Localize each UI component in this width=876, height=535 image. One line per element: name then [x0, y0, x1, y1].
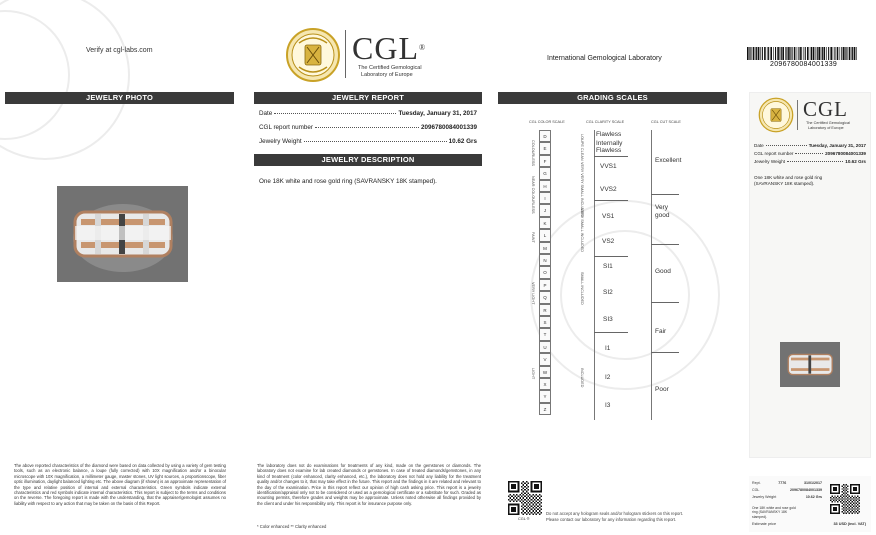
color-grade-m: M — [539, 242, 551, 254]
color-grade-n: N — [539, 254, 551, 266]
clarity-scale-axis — [594, 130, 595, 420]
cgl-seal-logo — [285, 27, 341, 83]
stub-date-value: Tuesday, January 31, 2017 — [808, 143, 866, 148]
clarity-internally-flawless: Internally Flawless — [596, 140, 623, 154]
clarity-scale-header: CGL CLARITY SCALE — [586, 120, 625, 124]
color-grade-u: U — [539, 341, 551, 353]
stub-weight-row — [754, 159, 866, 164]
clarity-vs2: VS2 — [602, 238, 615, 245]
logo-sub1: The Certified Gemological — [358, 65, 422, 71]
color-grade-d: D — [539, 130, 551, 142]
stub-bottom-rept-date: 31/01/2017 — [804, 481, 822, 485]
cut-divider — [651, 244, 679, 245]
stub-number-row — [754, 151, 866, 156]
stub-weight-value: 10.62 Grs — [845, 159, 866, 164]
jewelry-description-text: One 18K white and rose gold ring (SAVRANSKY 18K stamped). — [259, 178, 437, 185]
clarity-si3: SI3 — [603, 316, 613, 323]
lab-name: International Gemological Laboratory — [547, 55, 662, 62]
jewelry-description-header: JEWELRY DESCRIPTION — [254, 154, 482, 166]
report-date-value: Tuesday, January 31, 2017 — [398, 110, 477, 117]
report-weight-value: 10.62 Grs — [448, 138, 477, 145]
logo-text: CGL® — [352, 30, 427, 66]
color-grade-t: T — [539, 328, 551, 340]
qr-label: CGL ® — [518, 517, 530, 521]
stub-bottom-weight — [752, 495, 822, 499]
logo-sub2: Laboratory of Europe — [361, 72, 413, 78]
color-grade-g: G — [539, 167, 551, 179]
clarity-vvs1: VVS1 — [600, 163, 617, 170]
clarity-si2: SI2 — [603, 289, 613, 296]
qr-text-line2: Please contact our laboratory for any information regarding this report. — [546, 517, 677, 522]
logo-divider — [345, 30, 346, 78]
jewelry-photo-header: JEWELRY PHOTO — [5, 92, 234, 104]
color-grade-w: W — [539, 366, 551, 378]
cut-good: Good — [655, 268, 671, 275]
color-grade-y: Y — [539, 390, 551, 402]
stub-estimate-label: Estimate price — [752, 522, 777, 526]
color-group-colourless: COLOURLESS — [531, 140, 535, 166]
registered-mark: ® — [419, 43, 427, 52]
cut-scale-axis — [651, 130, 652, 420]
stub-weight-label: Jewelry Weight — [754, 159, 786, 164]
clarity-i2: I2 — [605, 374, 611, 381]
stub-number-label: CGL report number — [754, 151, 794, 156]
disclaimer-left: The above reported characteristics of the diamond were based on data collected by using a variety of gem testing tools, such as an electronic balance, a loupe (fully corrected) with 10X magnification and/or a binocular microscope with 10X magnification, a millimeter gauge, master stones, UV light sources, a proportionscope, fiber optic illumination, daylight balanced lighting etc. The above diagram (if shown) is an approximate representation of the type and relative position of internal and external characteristics. Green symbols indicate external characteristics and red symbols indicate internal characteristics. This report is subject to the terms and conditions on the reverse. The foregoing report is made with the understanding, that the appraiser/gemologist assumes no liability with respect to any action that may be taken on the basis of this Report. — [14, 463, 226, 506]
clarity-group-loupe-clean: LOUPE CLEAN — [580, 134, 584, 161]
clarity-group-vs: VERY SMALL INCLUDED — [580, 208, 584, 253]
color-grade-k: K — [539, 217, 551, 229]
cut-scale-header: CGL CUT SCALE — [651, 120, 681, 124]
clarity-flawless: Flawless — [596, 131, 622, 138]
cut-divider — [651, 194, 679, 195]
stub-jewelry-photo — [780, 342, 840, 387]
report-date-label: Date — [259, 110, 273, 117]
stub-logo-text: CGL — [803, 97, 848, 121]
stub-bottom-rept-value: 7776 — [778, 481, 787, 485]
color-scale-header: CGL COLOR SCALE — [529, 120, 565, 124]
disclaimer-middle-note: * Color enhanced ** Clarity enhanced — [257, 524, 327, 529]
cut-divider — [651, 352, 679, 353]
qr-text-line1: Do not accept any hologram seals and/or hologram stickers on this report. — [546, 511, 684, 516]
jewelry-photo — [57, 186, 188, 282]
report-number-row — [259, 124, 477, 131]
cut-fair: Fair — [655, 328, 667, 335]
stub-date-row — [754, 143, 866, 148]
stub-bottom-cgl-label: CGL — [752, 488, 760, 492]
stub-number-value: 2096780084001339 — [825, 151, 866, 156]
color-group-faint: FAINT — [531, 232, 535, 243]
clarity-group-si: SMALL INCLUDED — [580, 272, 584, 305]
color-group-near-colourless: NEAR COLOURLESS — [531, 176, 535, 214]
barcode-number: 2096780084001339 — [770, 61, 838, 68]
color-grade-e: E — [539, 142, 551, 154]
report-number-value: 2096780084001339 — [420, 124, 477, 131]
color-grade-s: S — [539, 316, 551, 328]
stub-bottom-weight-value: 10.62 Grs — [805, 495, 822, 499]
clarity-divider — [594, 256, 628, 257]
barcode — [747, 47, 857, 60]
color-grade-h: H — [539, 180, 551, 192]
color-group-light: LIGHT — [531, 368, 535, 380]
stub-bottom-qr — [830, 484, 860, 514]
jewelry-report-header: JEWELRY REPORT — [254, 92, 482, 104]
clarity-divider — [594, 156, 628, 157]
stub-estimate-row — [752, 522, 866, 526]
report-number-label: CGL report number — [259, 124, 314, 131]
clarity-vvs2: VVS2 — [600, 186, 617, 193]
report-date-row — [259, 110, 477, 117]
color-grade-z: Z — [539, 403, 551, 415]
verify-text: Verify at cgl-labs.com — [86, 47, 153, 54]
report-weight-label: Jewelry Weight — [259, 138, 302, 145]
color-grade-l: L — [539, 229, 551, 241]
color-grade-v: V — [539, 353, 551, 365]
clarity-i3: I3 — [605, 402, 611, 409]
clarity-i1: I1 — [605, 345, 611, 352]
clarity-divider — [594, 200, 628, 201]
clarity-vs1: VS1 — [602, 213, 615, 220]
report-weight-row — [259, 138, 477, 145]
cut-divider — [651, 302, 679, 303]
stub-estimate-value: 33 USD (incl. VAT) — [833, 522, 866, 526]
stub-bottom-cgl — [752, 488, 822, 492]
stub-logo-divider — [797, 100, 798, 130]
stub-logo-sub1: The Certified Gemological — [806, 121, 850, 125]
clarity-si1: SI1 — [603, 263, 613, 270]
cut-excellent: Excellent — [655, 157, 682, 164]
clarity-divider — [594, 332, 628, 333]
grading-scales-header: GRADING SCALES — [498, 92, 727, 104]
color-grade-i: I — [539, 192, 551, 204]
color-grade-x: X — [539, 378, 551, 390]
color-grade-p: P — [539, 279, 551, 291]
cut-very-good: Very good — [655, 204, 670, 219]
clarity-group-vvs: VERY VERY SMALL INCLUDED — [580, 162, 584, 218]
color-grade-q: Q — [539, 291, 551, 303]
cut-poor: Poor — [655, 386, 669, 393]
color-grade-o: O — [539, 266, 551, 278]
stub-description: One 18K white and rose gold ring (SAVRANSKY 18K stamped). — [754, 175, 823, 186]
color-grade-j: J — [539, 204, 551, 216]
qr-code — [508, 481, 542, 515]
color-grade-r: R — [539, 304, 551, 316]
stub-logo-sub2: Laboratory of Europe — [808, 126, 844, 130]
stub-bottom-rept-label: Rept. — [752, 481, 761, 485]
color-grade-f: F — [539, 155, 551, 167]
clarity-group-included: INCLUDED — [580, 368, 584, 388]
disclaimer-middle: The laboratory does not do examinations for treatments of any kind, made on the gemstones or diamonds. The laboratory does not examine for lab created diamonds or gemstones. In case of treated diamonds/gemstones, in any kind of treatment (color enhanced, clarity enhanced, etc.), the laboratory does not hold any liability for the treatment quality and/or changes to it, that may take effect in the future. This report and the findings in it are related and relevant to the day of the examination. Price in this report reflect our opinion of high cash asking price. This report is a jewelry identification/appraisal only not to be considered or used as a gemological certificate or a substitute for such. Graded as mounting permits, therefore grades and weights may be approximate. Unless noted otherwise all findings provided by the client and under his responsibility only. This report is for insurance purpose only. — [257, 463, 481, 506]
stub-bottom-rept — [752, 481, 822, 485]
stub-date-label: Date — [754, 143, 764, 148]
stub-bottom-cgl-value: 2096780084001339 — [790, 488, 822, 492]
stub-seal-logo — [758, 97, 794, 133]
stub-bottom-desc: One 18K white and rose gold ring (SAVRANSKY 18K stamped). — [752, 506, 796, 519]
stub-bottom-weight-label: Jewelry Weight — [752, 495, 777, 499]
color-group-very-light: VERY LIGHT — [531, 282, 535, 305]
